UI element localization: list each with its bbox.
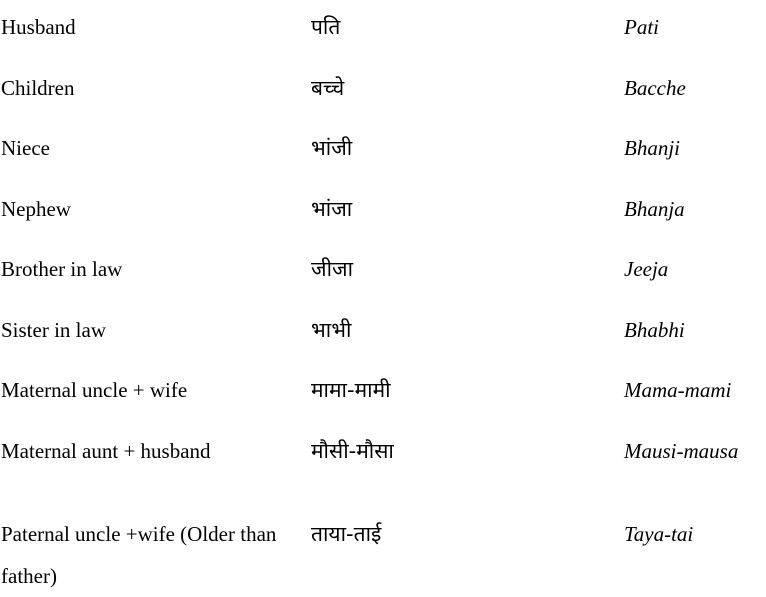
hindi-term: पति <box>311 15 341 39</box>
hindi-term: मामा-मामी <box>311 378 391 402</box>
english-term: Maternal aunt + husband <box>1 439 211 463</box>
hindi-term: भांजा <box>311 197 353 221</box>
transliteration: Pati <box>624 15 659 39</box>
english-term: Maternal uncle + wife <box>1 378 188 402</box>
transliteration: Jeeja <box>624 257 669 281</box>
english-term: Paternal uncle +wife (Older than father) <box>1 522 277 588</box>
hindi-term: जीजा <box>311 257 354 281</box>
transliteration: Mausi-mausa <box>624 439 739 463</box>
transliteration: Bacche <box>624 76 686 100</box>
english-term: Niece <box>1 136 50 160</box>
hindi-term: बच्चे <box>311 76 345 100</box>
transliteration: Bhanji <box>624 136 680 160</box>
transliteration: Bhabhi <box>624 318 685 342</box>
english-term: Sister in law <box>1 318 106 342</box>
hindi-term: मौसी-मौसा <box>311 439 394 463</box>
hindi-term: भांजी <box>311 136 353 160</box>
hindi-term: ताया-ताई <box>311 522 382 546</box>
english-term: Husband <box>1 15 76 39</box>
transliteration: Bhanja <box>624 197 685 221</box>
hindi-term: भाभी <box>311 318 352 342</box>
english-term: Nephew <box>1 197 71 221</box>
transliteration: Taya-tai <box>624 522 694 546</box>
english-term: Brother in law <box>1 257 123 281</box>
transliteration: Mama-mami <box>624 378 732 402</box>
english-term: Children <box>1 76 75 100</box>
